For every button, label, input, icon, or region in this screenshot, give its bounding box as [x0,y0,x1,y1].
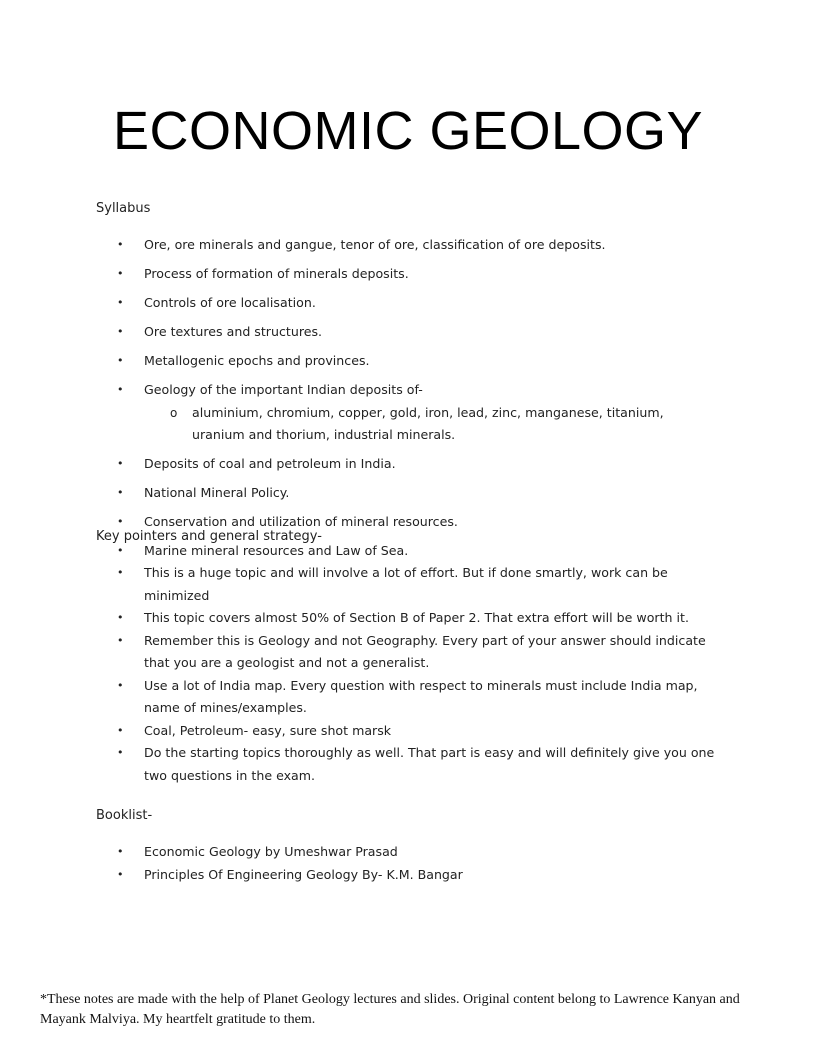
list-item: • This topic covers almost 50% of Section B of Paper 2. That extra effort will be worth it. [96,607,716,630]
list-item: • This is a huge topic and will involve a lot of effort. But if done smartly, work can be minimized [96,562,716,607]
bullet-icon: • [117,486,124,499]
bullet-icon: • [117,457,124,470]
sub-list-item: o aluminium, chromium, copper, gold, iron, lead, zinc, manganese, titanium, uranium and thorium, industrial minerals. [144,402,716,447]
bullet-icon: • [117,544,124,557]
bullet-icon: • [117,867,124,881]
bullet-icon: • [117,296,124,309]
syllabus-list [96,234,716,569]
bullet-icon: • [117,723,124,737]
list-item: • Metallogenic epochs and provinces. [96,350,716,373]
bullet-icon: • [117,383,124,396]
bullet-icon: • [117,678,124,692]
list-item: • Conservation and utilization of mineral resources. [96,511,716,534]
bullet-icon: • [117,515,124,528]
sub-list [144,402,716,447]
list-item: • Geology of the important Indian deposits of- o aluminium, chromium, copper, gold, iron, lead, zinc, manganese, titanium, uranium and thorium, industrial minerals. [96,379,716,447]
list-item: • Deposits of coal and petroleum in India. [96,453,716,476]
list-item: • Process of formation of minerals deposits. [96,263,716,286]
list-item: • Ore textures and structures. [96,321,716,344]
bullet-icon: • [117,746,124,759]
list-item: • Remember this is Geology and not Geography. Every part of your answer should indicate that you are a geologist and not a generalist. [96,630,716,675]
strategy-list [96,562,716,787]
bullet-icon: • [117,267,124,280]
list-item: • Economic Geology by Umeshwar Prasad [96,841,716,864]
list-item: • Use a lot of India map. Every question with respect to minerals must include India map, name of mines/examples. [96,675,716,720]
list-item: • Ore, ore minerals and gangue, tenor of ore, classification of ore deposits. [96,234,716,257]
page-title: ECONOMIC GEOLOGY [112,101,704,161]
circle-bullet-icon: o [170,405,178,420]
list-item: • Do the starting topics thoroughly as well. That part is easy and will definitely give you one two questions in the exam. [96,742,716,787]
list-item: • Marine mineral resources and Law of Sea. [96,540,716,563]
list-item: • Controls of ore localisation. [96,292,716,315]
bullet-icon: • [117,354,124,367]
bullet-icon: • [117,566,124,579]
bullet-icon: • [117,633,124,647]
bullet-icon: • [117,845,124,858]
list-item: • Coal, Petroleum- easy, sure shot marsk [96,720,716,743]
strategy-heading: Key pointers and general strategy- [96,529,322,544]
booklist-heading: Booklist- [96,808,153,823]
bullet-icon: • [117,611,124,624]
footer-note: *These notes are made with the help of Planet Geology lectures and slides. Original content belong to Lawrence Kanyan and Mayank Malviya. My heartfelt gratitude to them. [40,992,740,1027]
booklist-list [96,841,716,886]
syllabus-heading: Syllabus [96,201,151,216]
list-item: • National Mineral Policy. [96,482,716,505]
list-item: • Principles Of Engineering Geology By- K.M. Bangar [96,864,716,887]
bullet-icon: • [117,238,124,251]
bullet-icon: • [117,325,124,338]
